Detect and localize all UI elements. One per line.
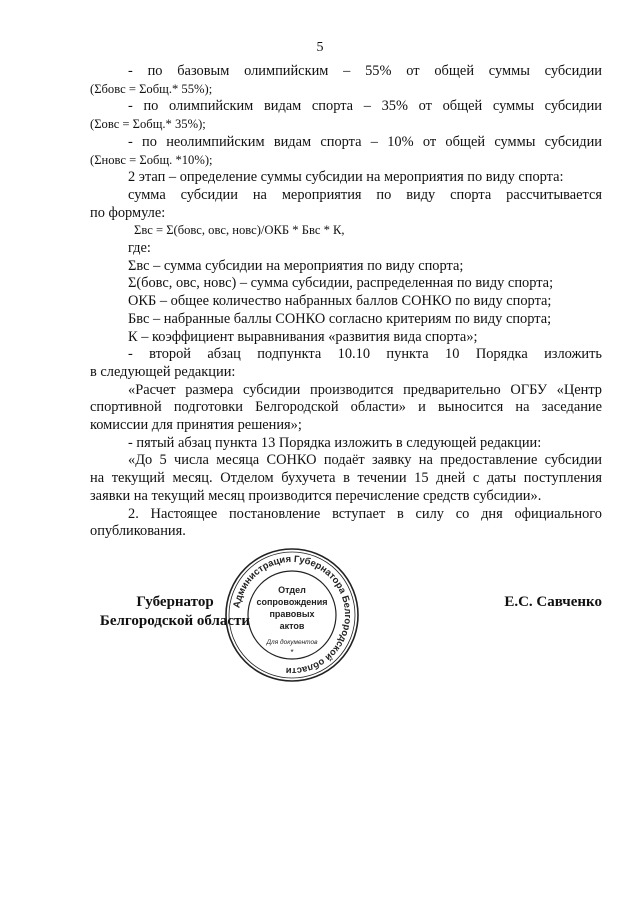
text-line: комиссии для принятия решения»; — [90, 417, 302, 434]
text-line: по формуле: — [90, 204, 166, 221]
text-line: спортивной подготовки Белгородской области» и выносится на заседание — [90, 399, 602, 416]
text-line: - второй абзац подпункта 10.10 пункта 10 Порядка изложить — [128, 346, 602, 363]
formula-line: (Σбовс = Σобщ.* 55%); — [90, 81, 213, 96]
governor-title-line2: Белгородской области — [99, 613, 251, 629]
stamp-center-line2: сопровождения — [256, 597, 328, 607]
text-line: сумма субсидии на мероприятия по виду спорта рассчитывается — [128, 186, 602, 203]
text-line: Σ(бовс, овс, новс) – сумма субсидии, распределенная по виду спорта; — [128, 275, 554, 292]
text-line: опубликования. — [90, 523, 186, 540]
text-line: ОКБ – общее количество набранных баллов СОНКО по виду спорта; — [128, 293, 552, 310]
text-line: Σвс – сумма субсидии на мероприятия по виду спорта; — [128, 257, 464, 274]
text-line: заявки на текущий месяц производится перечисление средств субсидии». — [90, 487, 542, 504]
stamp-center-line3: правовых — [269, 609, 315, 619]
text-line: 2. Настоящее постановление вступает в силу со дня официального — [128, 505, 602, 522]
formula-line: (Σновс = Σобщ. *10%); — [90, 152, 213, 167]
text-line: на текущий месяц. Отделом бухучета в течении 15 дней с даты поступления — [90, 470, 602, 487]
stamp-center-line1: Отдел — [278, 585, 306, 595]
official-stamp — [222, 545, 362, 685]
stamp-bottom-text: Для документов — [266, 639, 318, 646]
text-line: - по олимпийским видам спорта – 35% от общей суммы субсидии — [128, 98, 602, 115]
signatory-name: Е.С. Савченко — [504, 594, 602, 610]
text-line: К – коэффициент выравнивания «развития вида спорта»; — [128, 328, 478, 345]
text-line: «Расчет размера субсидии производится предварительно ОГБУ «Центр — [128, 381, 602, 398]
page-number: 5 — [316, 40, 324, 55]
text-line: - по неолимпийским видам спорта – 10% от общей суммы субсидии — [128, 133, 602, 150]
text-line: «До 5 числа месяца СОНКО подаёт заявку на предоставление субсидии — [128, 452, 602, 469]
text-line: 2 этап – определение суммы субсидии на мероприятия по виду спорта: — [128, 169, 564, 186]
formula-line: (Σовс = Σобщ.* 35%); — [90, 117, 206, 132]
stamp-center-line4: актов — [279, 621, 305, 631]
governor-title-line1: Губернатор — [136, 594, 214, 610]
text-line: в следующей редакции: — [90, 363, 236, 380]
document-body — [90, 63, 602, 541]
stamp-star: * — [290, 648, 294, 657]
formula-line: Σвс = Σ(бовс, овс, новс)/ОКБ * Бвс * К, — [134, 223, 345, 238]
text-line: Бвс – набранные баллы СОНКО согласно критериям по виду спорта; — [128, 310, 552, 327]
stamp-ring-text: Администрация Губернатора Белгородской области — [231, 553, 354, 677]
text-line: - пятый абзац пункта 13 Порядка изложить в следующей редакции: — [128, 434, 542, 451]
text-line: где: — [128, 240, 151, 257]
text-line: - по базовым олимпийским – 55% от общей суммы субсидии — [128, 63, 602, 79]
